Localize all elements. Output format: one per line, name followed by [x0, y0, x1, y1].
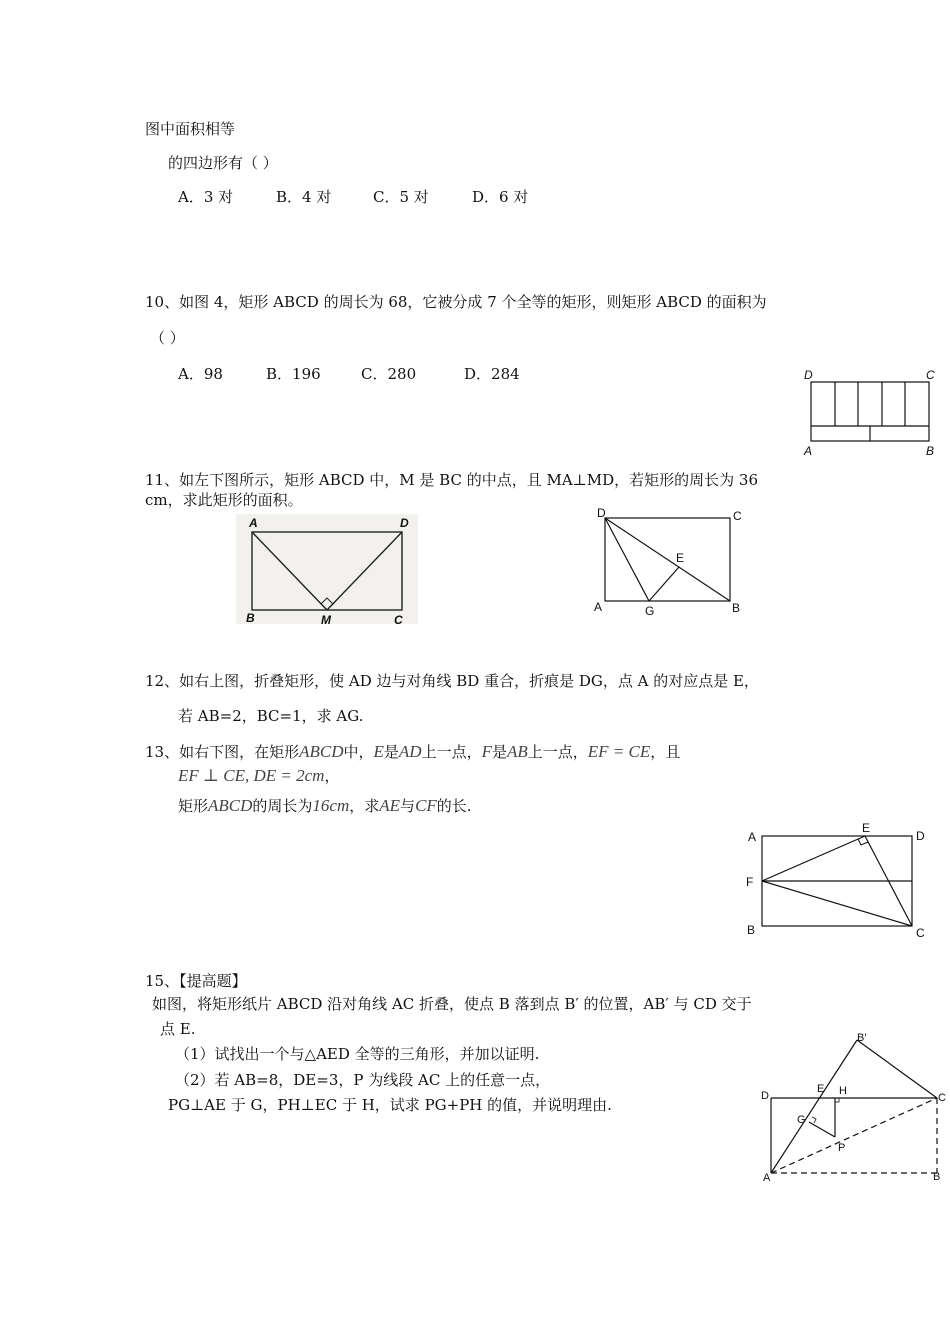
q13-math-e: E — [373, 742, 384, 761]
q13-seg-p4: 上一点， — [421, 743, 482, 761]
q10-option-a: A．98 — [178, 365, 223, 383]
q15-text-line1: 如图，将矩形纸片 ABCD 沿对角线 AC 折叠，使点 B 落到点 B′ 的位置，AB′ 与 CD 交于 — [152, 995, 752, 1013]
q13-seg-p6: 上一点， — [527, 743, 588, 761]
q13-math-perp: EF ⊥ CE, DE = 2cm — [178, 766, 325, 785]
q13-label-a: A — [748, 830, 757, 844]
q13-seg-q2: 的周长为 — [252, 797, 313, 815]
q13-math-cf: CF — [415, 796, 437, 815]
q10-label-d: D — [804, 368, 813, 382]
q15-part3: PG⊥AE 于 G，PH⊥EC 于 H，试求 PG+PH 的值，并说明理由. — [168, 1096, 612, 1114]
q15-label-b: B — [933, 1171, 941, 1183]
q15-label-g: G — [797, 1114, 806, 1126]
q13-math-ef-ce: EF = CE — [587, 742, 651, 761]
q13-label-d: D — [916, 829, 925, 843]
q13-seg-p1: 13、如右下图，在矩形 — [145, 743, 300, 761]
q15-part2: （2）若 AB=8，DE=3，P 为线段 AC 上的任意一点， — [175, 1071, 551, 1089]
q12-label-c: C — [733, 509, 742, 523]
q10-label-a: A — [804, 444, 813, 458]
q13-math-abcd: ABCD — [299, 742, 344, 761]
q11-figure — [232, 512, 422, 627]
q10-option-d: D．284 — [464, 365, 520, 383]
q10-option-c: C．280 — [361, 365, 417, 383]
q13-label-e: E — [862, 821, 871, 835]
q13-seg-p2: 中， — [343, 743, 374, 761]
q13-math-ab: AB — [507, 742, 528, 761]
q9-option-c: C．5 对 — [373, 188, 429, 206]
q13-seg-q1: 矩形 — [178, 797, 209, 815]
q13-figure — [740, 818, 940, 943]
q15-label-a: A — [763, 1172, 771, 1184]
q12-label-b: B — [732, 601, 741, 615]
q9-text-line1: 图中面积相等 — [145, 120, 236, 138]
q15-label-h: H — [839, 1085, 847, 1097]
q10-figure — [798, 365, 943, 460]
q11-label-d: D — [400, 516, 409, 530]
q13-math-ae: AE — [379, 796, 401, 815]
q13-label-f: F — [746, 875, 754, 889]
q12-label-g: G — [645, 604, 655, 618]
q15-label-p: P — [838, 1142, 846, 1154]
q11-text-line2: cm，求此矩形的面积。 — [145, 491, 303, 509]
q9-text-line2: 的四边形有（ ） — [168, 154, 278, 172]
q10-label-b: B — [926, 444, 935, 458]
q15-text-line2: 点 E. — [160, 1020, 196, 1038]
q9-option-d: D．6 对 — [472, 188, 529, 206]
q13-math-abcd2: ABCD — [208, 796, 253, 815]
q13-text-line3 — [178, 796, 472, 816]
q12-label-a: A — [594, 600, 603, 614]
q11-label-c: C — [394, 613, 403, 627]
q12-figure — [590, 505, 750, 620]
q12-text-line1: 12、如右上图，折叠矩形，使 AD 边与对角线 BD 重合，折痕是 DG，点 A 的对应点是 E， — [145, 672, 759, 690]
q13-text-line1 — [145, 742, 680, 762]
q12-label-e: E — [676, 551, 685, 565]
q13-seg-q4: 与 — [400, 797, 416, 815]
q15-title: 15、【提高题】 — [145, 972, 247, 990]
q13-seg-q3: ，求 — [349, 797, 380, 815]
q10-label-c: C — [926, 368, 935, 382]
q13-seg-p8: ， — [324, 767, 340, 785]
q13-seg-p3: 是 — [383, 743, 399, 761]
q9-option-a: A．3 对 — [178, 188, 234, 206]
q13-seg-q5: 的长. — [436, 797, 472, 815]
q13-seg-p7: ，且 — [650, 743, 681, 761]
q11-label-m: M — [321, 613, 331, 627]
q13-seg-p5: 是 — [491, 743, 507, 761]
q13-math-16cm: 16cm — [312, 796, 350, 815]
q15-label-c: C — [938, 1092, 946, 1104]
q11-label-a: A — [249, 516, 258, 530]
q10-text-line2: （ ） — [150, 329, 185, 347]
q13-math-ad: AD — [398, 742, 422, 761]
q11-text-line1: 11、如左下图所示，矩形 ABCD 中，M 是 BC 的中点，且 MA⊥MD，若矩形的周长为 36 — [145, 471, 759, 489]
q9-option-b: B．4 对 — [276, 188, 332, 206]
q15-label-d: D — [761, 1090, 769, 1102]
q15-label-e: E — [817, 1083, 825, 1095]
q10-option-b: B．196 — [266, 365, 321, 383]
q12-label-d: D — [597, 506, 606, 520]
q12-text-line2: 若 AB=2，BC=1，求 AG. — [178, 707, 364, 725]
q13-math-f: F — [481, 742, 492, 761]
q13-label-c: C — [916, 926, 925, 940]
q13-text-line2 — [178, 766, 339, 786]
q10-text-line1: 10、如图 4，矩形 ABCD 的周长为 68，它被分成 7 个全等的矩形，则矩形 ABCD 的面积为 — [145, 293, 767, 311]
q13-label-b: B — [747, 923, 756, 937]
q15-label-bprime: B′ — [857, 1032, 867, 1044]
q15-figure — [755, 1030, 945, 1185]
q11-label-b: B — [246, 611, 255, 625]
q15-part1: （1）试找出一个与△AED 全等的三角形，并加以证明. — [175, 1045, 540, 1063]
